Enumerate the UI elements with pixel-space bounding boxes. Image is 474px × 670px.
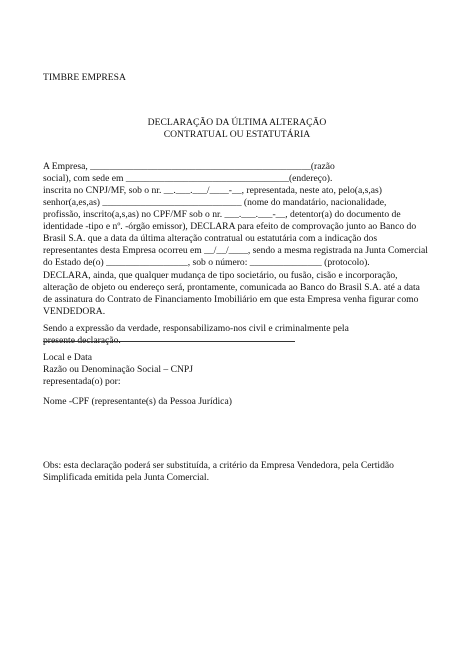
declara-ainda-paragraph-line: de assinatura do Contrato de Financiamento Imobiliário em que esta Empresa venha figurar como [43,294,419,305]
truth-statement-line: presente declaração. [43,335,121,346]
declaration-paragraph-line: do Estado de(o) _________________, sob o número: _______________ (protocolo). [43,257,370,268]
declaration-paragraph-line: profissão, inscrito(a,s,as) no CPF/MF sob o nr. ___.___.___-__, detentor(a) do documento de [43,209,401,220]
declaration-paragraph-line: Brasil S.A. que a data da última alteração contratual ou estatutária com a indicação dos [43,233,378,244]
declaration-paragraph-line: senhor(a,es,as) _____________________________ (nome do mandatário, nacionalidade, [43,197,387,208]
company-name-label: Razão ou Denominação Social – CNPJ [43,364,194,375]
observation-note-line: Obs: esta declaração poderá ser substituída, a critério da Empresa Vendedora, pela Certidão [43,460,394,471]
company-letterhead: TIMBRE EMPRESA [43,72,126,83]
place-date-label: Local e Data [43,352,93,363]
truth-statement-line: Sendo a expressão da verdade, responsabilizamo-nos civil e criminalmente pela [43,323,349,334]
represented-by-label: representada(o) por: [43,376,121,387]
observation-note-line: Simplificada emitida pela Junta Comercial. [43,472,209,483]
signature-line [43,341,295,342]
declaration-paragraph-line: inscrita no CNPJ/MF, sob o nr. __.___.___/____-__, representada, neste ato, pelo(a,s,as) [43,185,382,196]
declaration-paragraph-line: identidade -tipo e nº. -órgão emissor), DECLARA para efeito de comprovação junto ao Banco do [43,221,417,232]
representative-label: Nome -CPF (representante(s) da Pessoa Jurídica) [43,396,232,407]
document-title-line-1: DECLARAÇÃO DA ÚLTIMA ALTERAÇÃO [147,117,327,128]
declara-ainda-paragraph-line: DECLARA, ainda, que qualquer mudança de tipo societário, ou fusão, cisão e incorporação, [43,270,398,281]
declaration-paragraph-line: representantes desta Empresa ocorreu em __/__/____, sendo a mesma registrada na Junta Comercial [43,245,428,256]
declara-ainda-paragraph-line: alteração de objeto ou endereço será, prontamente, comunicada ao Banco do Brasil S.A. até a data [43,282,420,293]
declaration-paragraph-line: A Empresa, ______________________________________________(razão [43,161,335,172]
declaration-paragraph-line: social), com sede em __________________________________(endereço). [43,173,333,184]
declara-ainda-paragraph-line: VENDEDORA. [43,306,106,317]
document-title-line-2: CONTRATUAL OU ESTATUTÁRIA [163,129,311,140]
